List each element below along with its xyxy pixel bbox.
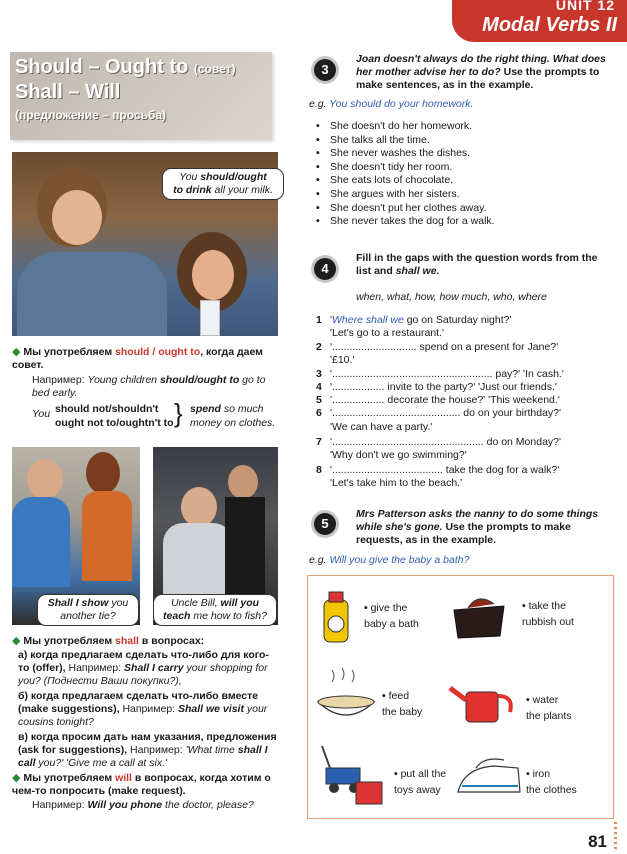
page-number: 81 bbox=[588, 832, 607, 851]
point-b-example: your cousins tonight? bbox=[18, 703, 268, 728]
grammar-title-box bbox=[10, 52, 272, 140]
prompt-item: • She never takes the dog for a walk. bbox=[316, 215, 606, 229]
gap-row bbox=[316, 314, 511, 327]
point-a-example: your shopping for you? (Поднести Ваши покупки?), bbox=[18, 662, 268, 687]
rule3-highlight: will bbox=[115, 772, 132, 784]
prompt-line-2: toys away bbox=[394, 784, 441, 796]
gap-row bbox=[316, 477, 462, 490]
baby-bath-icon bbox=[316, 590, 356, 646]
row-number: 2 bbox=[316, 341, 322, 353]
boy-jacket bbox=[225, 497, 265, 607]
prompt-line-2: baby a bath bbox=[364, 618, 419, 630]
speech-bubble-milk bbox=[162, 168, 284, 200]
page-dots-decoration bbox=[614, 822, 617, 850]
prompt-line-2: the baby bbox=[382, 706, 423, 718]
point-b-label: Например: bbox=[119, 703, 178, 715]
neg-forms bbox=[55, 402, 174, 430]
gap-row bbox=[316, 327, 444, 340]
milk-glass bbox=[200, 300, 220, 336]
exercise-4-instr-text: Fill in the gaps with the question words from the list and bbox=[356, 252, 598, 277]
title-line-3: (предложение – просьба) bbox=[15, 108, 167, 122]
uncle-face bbox=[181, 487, 217, 527]
prompt-take-rubbish: • take the rubbish out bbox=[522, 600, 574, 628]
eg-label: e.g. bbox=[309, 98, 327, 110]
unit-label: UNIT 12 bbox=[555, 0, 615, 13]
bubble2-bold: Shall I show bbox=[47, 597, 109, 609]
row-text: ' bbox=[330, 314, 333, 326]
prompt-iron-clothes: • iron the clothes bbox=[526, 768, 577, 796]
bubble1-bold: should/ought bbox=[200, 171, 267, 183]
title-line-1 bbox=[15, 56, 235, 79]
exercise-5-number: 5 bbox=[314, 513, 336, 535]
rule3-text-end: в вопросах, когда хотим о чем-то попросить (make request). bbox=[12, 772, 271, 797]
prompt-line-1: put all the bbox=[400, 768, 447, 780]
exercise-5-example-text: Will you give the baby a bath? bbox=[329, 554, 470, 566]
bubble3-bold-2: teach bbox=[163, 610, 191, 622]
rule-bullet-icon: ◆ bbox=[12, 772, 21, 784]
exercise-5-instr-italic: Mrs Patterson asks the nanny to do some things while she's gone. bbox=[356, 508, 599, 533]
row-text: 'We can have a party.' bbox=[330, 421, 433, 433]
salesman-shirt bbox=[12, 497, 70, 587]
woman-sweater bbox=[17, 252, 167, 336]
salesman-face bbox=[27, 459, 63, 499]
watering-can-icon bbox=[448, 678, 520, 726]
row-text: 'Why don't we go swimming?' bbox=[330, 449, 467, 461]
row-text-end: go on Saturday night?' bbox=[403, 314, 512, 326]
spend-text-2: money on clothes. bbox=[190, 417, 276, 429]
point-c-text: в) когда просим дать нам указания, предложения (ask for suggestions), bbox=[18, 731, 277, 756]
baby-food-bowl-icon bbox=[316, 666, 376, 724]
prompt-picture-box bbox=[307, 575, 614, 819]
eg-label: e.g. bbox=[309, 554, 327, 566]
rule3-example-bold: Will you phone bbox=[87, 799, 163, 811]
neg-form-2: ought not to/oughtn't to bbox=[55, 417, 174, 429]
row-number: 7 bbox=[316, 436, 322, 448]
row-text: '............................. spend on a present for Jane?' bbox=[330, 341, 559, 353]
prompt-feed-baby: • feed the baby bbox=[382, 690, 423, 718]
row-text: '.................................................... do on Monday?' bbox=[330, 436, 562, 448]
gap-row bbox=[316, 368, 564, 381]
uncle-shirt bbox=[163, 523, 233, 603]
unit-title: Modal Verbs II bbox=[482, 14, 617, 36]
rule-will bbox=[12, 772, 282, 798]
iron-icon bbox=[454, 756, 524, 802]
exercise-3-instr-bold: Use the prompts to make sentences, as in the example. bbox=[356, 66, 600, 91]
point-b-bold: Shall we visit bbox=[178, 703, 244, 715]
rule-should bbox=[12, 346, 280, 372]
exercise-3-prompts bbox=[316, 120, 606, 229]
exercise-4-instructions bbox=[356, 252, 612, 278]
speech-bubble-fish bbox=[153, 594, 277, 626]
gap-row bbox=[316, 449, 467, 462]
row-number: 6 bbox=[316, 407, 322, 419]
point-a-text: а) когда предлагаем сделать что-либо для кого-то (offer), bbox=[18, 649, 269, 674]
boy-face bbox=[228, 465, 258, 499]
prompt-water-plants: • water the plants bbox=[526, 694, 572, 722]
rule2-text: Мы употребляем bbox=[23, 635, 116, 647]
prompt-put-toys-away: • put all the toys away bbox=[394, 768, 447, 796]
rule2-text-end: в вопросах: bbox=[138, 635, 205, 647]
rule2-point-a bbox=[18, 649, 280, 688]
prompt-line-2: the clothes bbox=[526, 784, 577, 796]
prompt-line-1: give the bbox=[370, 602, 408, 614]
exercise-3-instructions bbox=[356, 53, 612, 92]
bubble1-text-b: all your milk. bbox=[211, 184, 273, 196]
bubble3-text-b: me how to fish? bbox=[190, 610, 267, 622]
point-a-bold: Shall I carry bbox=[124, 662, 184, 674]
prompt-item: • She talks all the time. bbox=[316, 134, 606, 148]
exercise-3-example bbox=[309, 98, 473, 110]
row-example-answer: Where shall we bbox=[332, 314, 404, 326]
row-text: 'Let's take him to the beach.' bbox=[330, 477, 463, 489]
row-number: 3 bbox=[316, 368, 322, 380]
row-number: 4 bbox=[316, 381, 322, 393]
bubble3-bold: will you bbox=[220, 597, 260, 609]
gap-row bbox=[316, 464, 559, 477]
bubble1-bold-2: to drink bbox=[173, 184, 212, 196]
bubble1-text-a: You bbox=[179, 171, 201, 183]
rule1-text: Мы употребляем bbox=[23, 346, 116, 358]
rule3-example bbox=[32, 799, 282, 812]
row-text: '............................................ do on your birthday?' bbox=[330, 407, 562, 419]
bubble3-text-a: Uncle Bill, bbox=[170, 597, 221, 609]
prompt-line-1: iron bbox=[532, 768, 551, 780]
rule1-text-end: , когда даем совет. bbox=[12, 346, 263, 371]
rule2-point-c bbox=[18, 731, 280, 770]
exercise-5-instr-bold: Use the prompts to make requests, as in the example. bbox=[356, 521, 571, 546]
row-text: '£10.' bbox=[330, 354, 355, 366]
point-c-example-b: you?' 'Give me a call at six.' bbox=[35, 757, 167, 769]
gap-row bbox=[316, 407, 561, 420]
spend-bold: spend bbox=[190, 403, 221, 415]
rule-bullet-icon: ◆ bbox=[12, 635, 21, 647]
title-advice: (совет) bbox=[193, 62, 236, 76]
exercise-4-number: 4 bbox=[314, 258, 336, 280]
neg-you: You bbox=[32, 408, 51, 420]
row-number: 8 bbox=[316, 464, 322, 476]
gap-row bbox=[316, 394, 560, 407]
bubble2-text: you another tie? bbox=[60, 597, 129, 622]
rule3-text: Мы употребляем bbox=[23, 772, 116, 784]
rule2-point-b bbox=[18, 690, 280, 729]
prompt-line-1: water bbox=[532, 694, 559, 706]
rule-bullet-icon: ◆ bbox=[12, 346, 21, 358]
neg-form-1: should not/shouldn't bbox=[55, 403, 159, 415]
rule1-example-text: Young children bbox=[87, 374, 160, 386]
row-text: '...................................... take the dog for a walk?' bbox=[330, 464, 560, 476]
prompt-item: • She argues with her sisters. bbox=[316, 188, 606, 202]
prompt-give-bath: • give the baby a bath bbox=[364, 602, 419, 630]
prompt-line-2: the plants bbox=[526, 710, 572, 722]
gap-row bbox=[316, 421, 432, 434]
title-should-ought: Should – Ought to bbox=[15, 56, 189, 78]
brace-icon: } bbox=[174, 398, 183, 428]
example-label: Например: bbox=[32, 374, 88, 386]
rule2-highlight: shall bbox=[115, 635, 139, 647]
prompt-item: • She doesn't tidy her room. bbox=[316, 161, 606, 175]
prompt-item: • She never washes the dishes. bbox=[316, 147, 606, 161]
woman-hair bbox=[86, 452, 120, 494]
row-text: 'Let's go to a restaurant.' bbox=[330, 327, 444, 339]
prompt-item: • She doesn't put her clothes away. bbox=[316, 202, 606, 216]
point-c-label: Например: bbox=[127, 744, 186, 756]
row-text: '....................................................... pay?' 'In cash.' bbox=[330, 368, 564, 380]
point-b-text: б) когда предлагаем сделать что-либо вместе (make suggestions), bbox=[18, 690, 259, 715]
spend-text: so much bbox=[220, 403, 264, 415]
gap-row bbox=[316, 381, 557, 394]
unit-header bbox=[452, 0, 627, 42]
row-number: 1 bbox=[316, 314, 322, 326]
exercise-4-instr-italic: shall we. bbox=[395, 265, 440, 277]
rule1-example bbox=[32, 374, 282, 400]
neg-completion bbox=[190, 402, 275, 430]
gap-row bbox=[316, 354, 354, 367]
prompt-line-1: feed bbox=[388, 690, 410, 702]
girl-face bbox=[192, 250, 234, 300]
title-line-2: Shall – Will bbox=[15, 81, 121, 103]
word-list: when, what, how, how much, who, where bbox=[356, 291, 547, 303]
prompt-item: • She doesn't do her homework. bbox=[316, 120, 606, 134]
speech-bubble-tie bbox=[37, 594, 139, 626]
exercise-5-example bbox=[309, 554, 469, 566]
prompt-item: • She eats lots of chocolate. bbox=[316, 174, 606, 188]
toys-icon bbox=[316, 742, 388, 808]
rule1-highlight: should / ought to bbox=[115, 346, 201, 358]
rule3-example-text: the doctor, please? bbox=[162, 799, 254, 811]
exercise-5-instructions bbox=[356, 508, 612, 547]
exercise-3-example-text: You should do your homework. bbox=[329, 98, 474, 110]
woman-face bbox=[52, 190, 102, 245]
point-a-label: Например: bbox=[65, 662, 125, 674]
rule-shall bbox=[12, 635, 282, 648]
exercise-3-number: 3 bbox=[314, 59, 336, 81]
prompt-line-1: take the bbox=[528, 600, 566, 612]
rule1-example-end: go to bed early. bbox=[32, 374, 266, 399]
row-text: '.................. invite to the party?' 'Just our friends.' bbox=[330, 381, 557, 393]
prompt-line-2: rubbish out bbox=[522, 616, 574, 628]
rule1-example-bold: should/ought to bbox=[159, 374, 240, 386]
gap-row bbox=[316, 436, 561, 449]
exercise-3-instr-italic: Joan doesn't always do the right thing. What does her mother advise her to do? bbox=[356, 53, 606, 78]
point-c-example-a: 'What time bbox=[185, 744, 238, 756]
row-number: 5 bbox=[316, 394, 322, 406]
woman-jacket bbox=[82, 491, 132, 581]
example-label: Например: bbox=[32, 799, 88, 811]
gap-row bbox=[316, 341, 558, 354]
row-text: '.................. decorate the house?' 'This weekend.' bbox=[330, 394, 560, 406]
point-c-bold: shall I call bbox=[18, 744, 268, 769]
rubbish-bin-icon bbox=[448, 592, 510, 640]
